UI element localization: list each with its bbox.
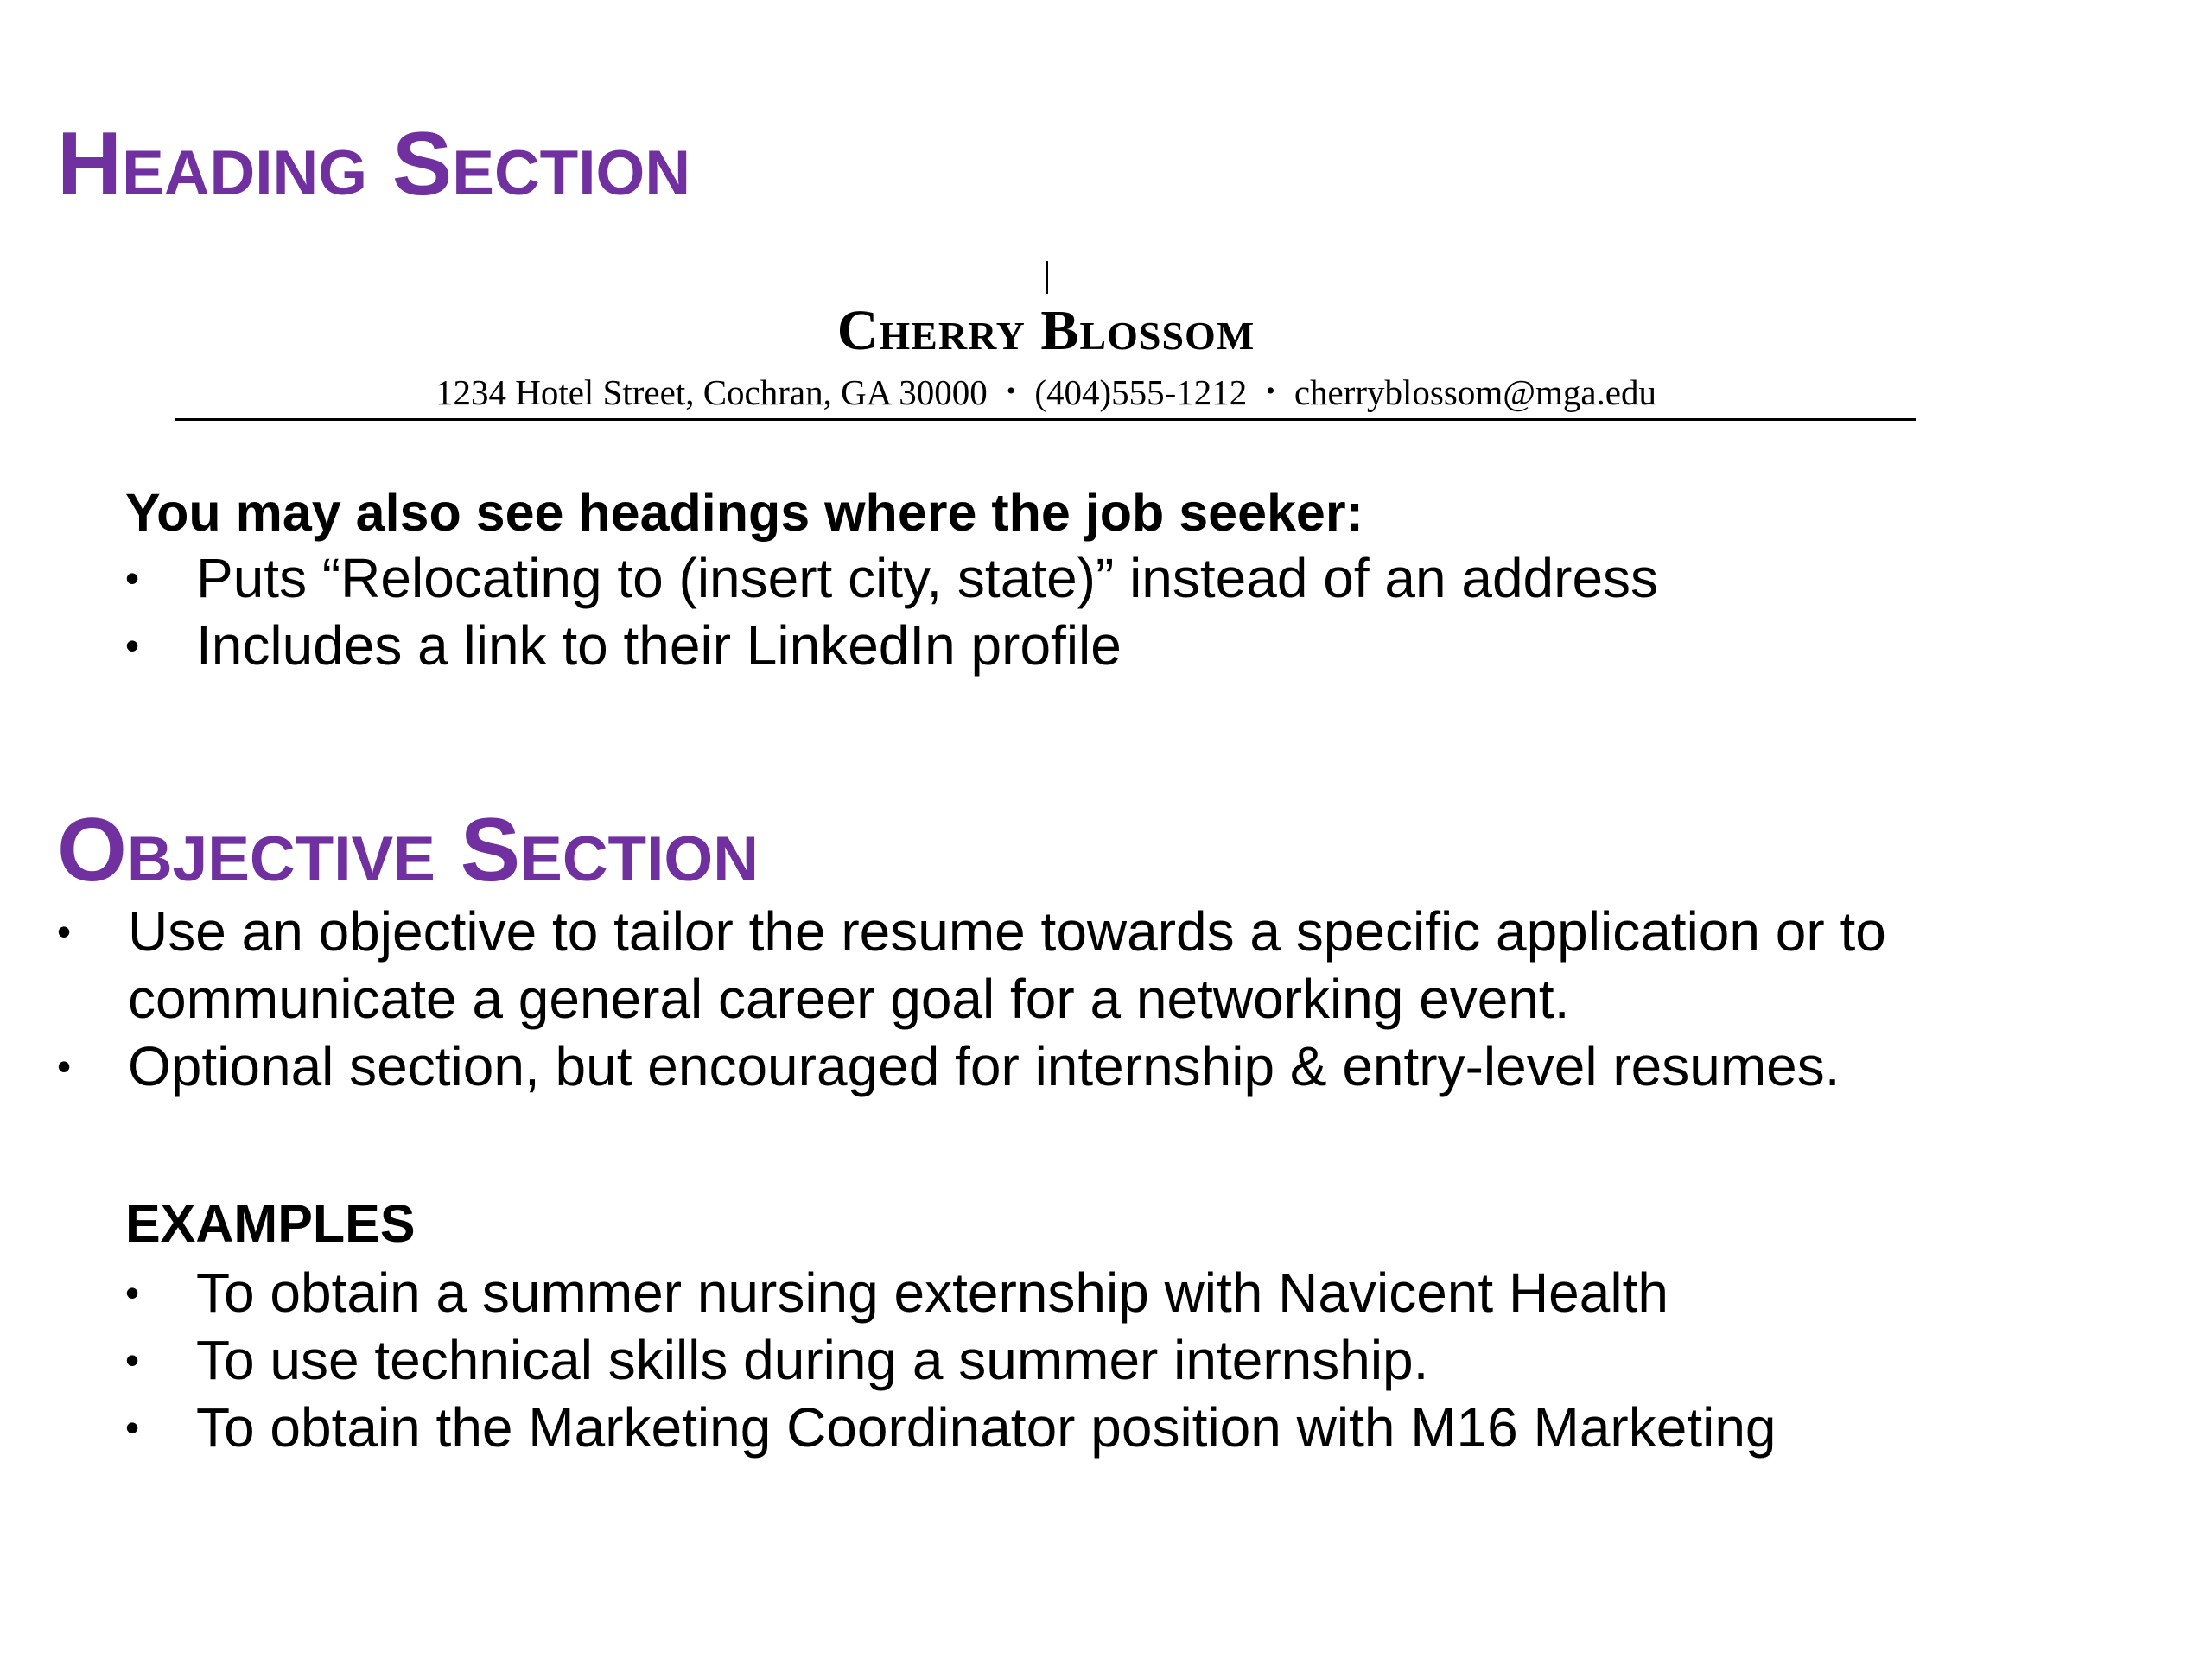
- examples-heading: EXAMPLES: [125, 1194, 416, 1253]
- resume-name: Cherry Blossom: [836, 299, 1255, 362]
- resume-address: 1234 Hotel Street, Cochran, GA 30000: [435, 372, 988, 412]
- contact-separator: •: [1006, 377, 1016, 405]
- bullet-icon: •: [57, 909, 72, 954]
- list-item-text: Includes a link to their LinkedIn profile: [196, 614, 1122, 677]
- list-item: [125, 1326, 1777, 1394]
- list-item: [57, 1033, 2029, 1100]
- bullet-icon: •: [125, 556, 140, 601]
- bullet-icon: •: [125, 1338, 140, 1382]
- list-item: [125, 612, 1658, 679]
- list-item-text: To use technical skills during a summer internship.: [196, 1329, 1429, 1391]
- list-item-text: To obtain a summer nursing externship with Navicent Health: [196, 1262, 1669, 1324]
- resume-contact-line: [175, 372, 1916, 412]
- resume-divider-line: [175, 418, 1916, 421]
- list-item: [57, 898, 2029, 1033]
- objective-section-title: Objective Section: [57, 800, 759, 900]
- objective-list: [57, 898, 2131, 1100]
- heading-section-title: Heading Section: [57, 114, 691, 214]
- bullet-icon: •: [125, 623, 140, 668]
- list-item: [125, 544, 1658, 612]
- resume-email: cherryblossom@mga.edu: [1294, 372, 1657, 412]
- list-item-text: To obtain the Marketing Coordinator position with M16 Marketing: [196, 1396, 1777, 1459]
- bullet-icon: •: [125, 1270, 140, 1315]
- list-item-text: Optional section, but encouraged for internship & entry-level resumes.: [128, 1035, 1840, 1097]
- list-item-text: Puts “Relocating to (insert city, state)” instead of an address: [196, 547, 1659, 609]
- contact-separator: •: [1266, 377, 1275, 405]
- resume-header-sample: [175, 251, 1916, 423]
- bullet-icon: •: [57, 1044, 72, 1089]
- also-see-heading: You may also see headings where the job seeker:: [125, 483, 1363, 542]
- text-cursor-mark: [1046, 261, 1048, 294]
- list-item-text: Use an objective to tailor the resume towards a specific application or to communicate a general career goal for a networking event.: [128, 900, 1886, 1030]
- bullet-icon: •: [125, 1405, 140, 1450]
- resume-phone: (404)555-1212: [1034, 372, 1248, 412]
- examples-list: [125, 1259, 1777, 1461]
- list-item: [125, 1394, 1777, 1461]
- list-item: [125, 1259, 1777, 1326]
- also-see-list: [125, 544, 1658, 679]
